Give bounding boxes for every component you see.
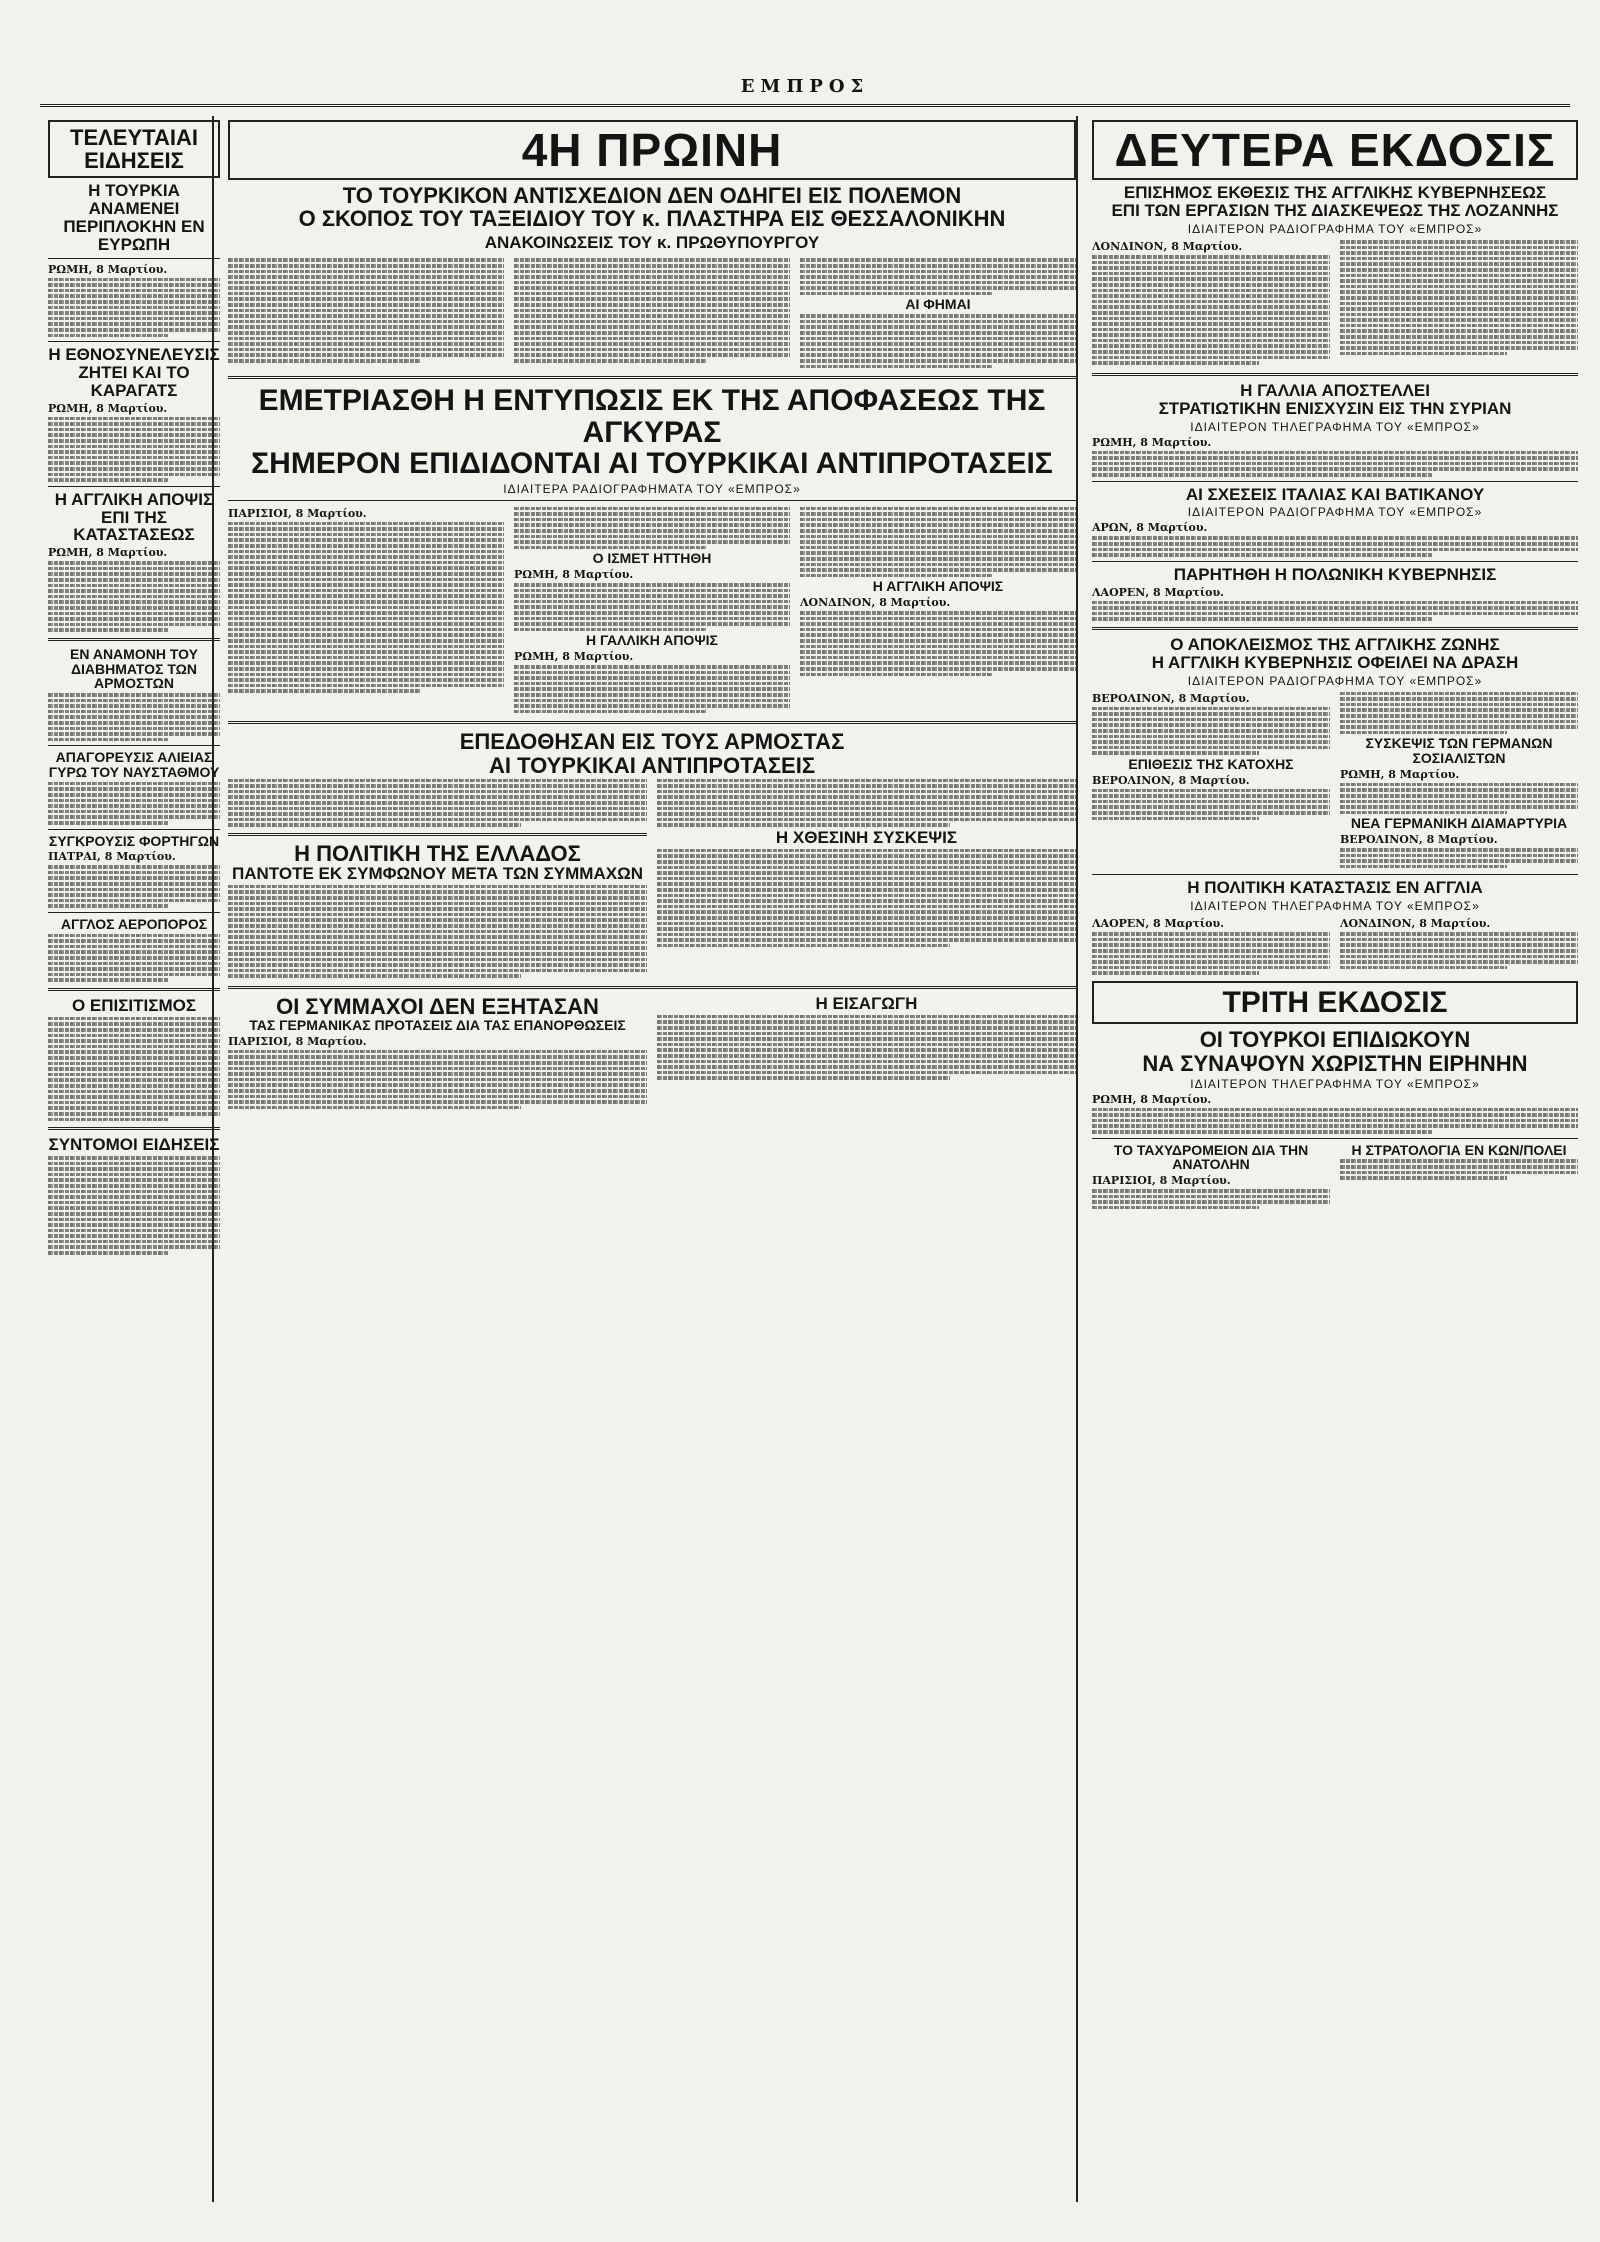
headline: ΑΓΓΛΟΣ ΑΕΡΟΠΟΡΟΣ [60, 915, 208, 932]
headline: ΣΥΣΚΕΨΙΣ ΤΩΝ ΓΕΡΜΑΝΩΝ ΣΟΣΙΑΛΙΣΤΩΝ [1365, 735, 1553, 767]
dateline: ΒΕΡΟΛΙΝΟΝ, 8 Μαρτίου. [1340, 833, 1498, 847]
body-text [657, 849, 1076, 948]
headline: Η ΧΘΕΣΙΝΗ ΣΥΣΚΕΨΙΣ [775, 827, 958, 847]
body-text [48, 417, 220, 482]
dateline: ΡΩΜΗ, 8 Μαρτίου. [48, 546, 168, 560]
column-latest-news [40, 116, 228, 2202]
headline: ΝΕΑ ΓΕΡΜΑΝΙΚΗ ΔΙΑΜΑΡΤΥΡΙΑ [1350, 815, 1568, 832]
body-text [800, 314, 1076, 368]
headline: ΝΑ ΣΥΝΑΨΟΥΝ ΧΩΡΙΣΤΗΝ ΕΙΡΗΝΗΝ [1142, 1050, 1528, 1076]
body-text [228, 1050, 647, 1110]
body-text [228, 779, 647, 827]
headline: Η ΑΓΓΛΙΚΗ ΑΠΟΨΙΣ ΕΠΙ ΤΗΣ ΚΑΤΑΣΤΑΣΕΩΣ [54, 489, 214, 545]
headline: Η ΣΤΡΑΤΟΛΟΓΙΑ ΕΝ ΚΩΝ/ΠΟΛΕΙ [1351, 1141, 1567, 1158]
body-text [48, 1156, 220, 1255]
dateline: ΡΩΜΗ, 8 Μαρτίου. [514, 650, 634, 664]
headline: ΣΤΡΑΤΙΩΤΙΚΗΝ ΕΝΙΣΧΥΣΙΝ ΕΙΣ ΤΗΝ ΣΥΡΙΑΝ [1158, 398, 1512, 418]
body-text [228, 885, 647, 978]
dateline: ΛΟΝΔΙΝΟΝ, 8 Μαρτίου. [800, 596, 951, 610]
dateline: ΛΑΟΡΕΝ, 8 Μαρτίου. [1092, 585, 1224, 599]
section-heading: 4Η ΠΡΩΙΝΗ [521, 124, 783, 176]
headline: Η ΤΟΥΡΚΙΑ ΑΝΑΜΕΝΕΙ ΠΕΡΙΠΛΟΚΗΝ ΕΝ ΕΥΡΩΠΗ [63, 181, 205, 254]
body-text [1092, 255, 1330, 365]
headline: ΕΠΕΔΟΘΗΣΑΝ ΕΙΣ ΤΟΥΣ ΑΡΜΟΣΤΑΣ [459, 729, 845, 755]
subheading: ΙΔΙΑΙΤΕΡΟΝ ΡΑΔΙΟΓΡΑΦΗΜΑ ΤΟΥ «ΕΜΠΡΟΣ» [1187, 221, 1483, 236]
headline: Η ΠΟΛΙΤΙΚΗ ΚΑΤΑΣΤΑΣΙΣ ΕΝ ΑΓΓΛΙΑ [1187, 878, 1483, 898]
dateline: ΡΩΜΗ, 8 Μαρτίου. [1092, 435, 1212, 449]
headline: ΕΝ ΑΝΑΜΟΝΗ ΤΟΥ ΔΙΑΒΗΜΑΤΟΣ ΤΩΝ ΑΡΜΟΣΤΩΝ [70, 646, 198, 692]
dateline: ΛΟΝΔΙΝΟΝ, 8 Μαρτίου. [1340, 917, 1491, 931]
headline: ΕΠΙΘΕΣΙΣ ΤΗΣ ΚΑΤΟΧΗΣ [1128, 755, 1294, 772]
body-text [1340, 240, 1578, 355]
subheading: ΙΔΙΑΙΤΕΡΟΝ ΤΗΛΕΓΡΑΦΗΜΑ ΤΟΥ «ΕΜΠΡΟΣ» [1190, 1076, 1480, 1091]
headline: Η ΑΓΓΛΙΚΗ ΚΥΒΕΡΝΗΣΙΣ ΟΦΕΙΛΕΙ ΝΑ ΔΡΑΣΗ [1151, 652, 1519, 672]
body-text [48, 278, 220, 338]
headline: Η ΓΑΛΛΙΑ ΑΠΟΣΤΕΛΛΕΙ [1240, 380, 1430, 400]
dateline: ΠΑΡΙΣΙΟΙ, 8 Μαρτίου. [228, 506, 367, 520]
body-text [1340, 692, 1578, 735]
body-text [228, 258, 504, 362]
headline: Ο ΙΣΜΕΤ ΗΤΤΗΘΗ [592, 550, 712, 567]
headline: Η ΓΑΛΛΙΚΗ ΑΠΟΨΙΣ [586, 632, 718, 649]
dateline: ΡΩΜΗ, 8 Μαρτίου. [48, 401, 168, 415]
headline: ΟΙ ΣΥΜΜΑΧΟΙ ΔΕΝ ΕΞΗΤΑΣΑΝ [276, 993, 599, 1019]
dateline: ΠΑΡΙΣΙΟΙ, 8 Μαρτίου. [1092, 1174, 1231, 1188]
body-text [1092, 1108, 1578, 1134]
headline: ΣΥΓΚΡΟΥΣΙΣ ΦΟΡΤΗΓΩΝ [48, 832, 220, 849]
headline: ΑΙ ΤΟΥΡΚΙΚΑΙ ΑΝΤΙΠΡΟΤΑΣΕΙΣ [488, 752, 816, 778]
subheading: ΙΔΙΑΙΤΕΡΟΝ ΤΗΛΕΓΡΑΦΗΜΑ ΤΟΥ «ΕΜΠΡΟΣ» [1190, 419, 1480, 434]
body-text [514, 507, 790, 550]
body-text [1092, 451, 1578, 477]
body-text [1092, 707, 1330, 755]
headline: ΤΑΣ ΓΕΡΜΑΝΙΚΑΣ ΠΡΟΤΑΣΕΙΣ ΔΙΑ ΤΑΣ ΕΠΑΝΟΡΘΩΣΕΙΣ [249, 1017, 626, 1034]
subheading: ΙΔΙΑΙΤΕΡΟΝ ΡΑΔΙΟΓΡΑΦΗΜΑ ΤΟΥ «ΕΜΠΡΟΣ» [1187, 505, 1483, 520]
subheading: ΙΔΙΑΙΤΕΡΟΝ ΡΑΔΙΟΓΡΑΦΗΜΑ ΤΟΥ «ΕΜΠΡΟΣ» [1187, 673, 1483, 688]
headline: ΑΠΑΓΟΡΕΥΣΙΣ ΑΛΙΕΙΑΣ ΓΥΡΩ ΤΟΥ ΝΑΥΣΤΑΘΜΟΥ [48, 749, 220, 781]
section-heading: ΔΕΥΤΕΡΑ ΕΚΔΟΣΙΣ [1114, 124, 1556, 176]
body-text [228, 522, 504, 693]
body-text [1092, 932, 1330, 975]
section-heading: ΤΕΛΕΥΤΑΙΑΙ ΕΙΔΗΣΕΙΣ [70, 125, 198, 174]
body-text [1340, 932, 1578, 969]
dateline: ΠΑΤΡΑΙ, 8 Μαρτίου. [48, 850, 176, 864]
headline: Η ΕΘΝΟΣΥΝΕΛΕΥΣΙΣ ΖΗΤΕΙ ΚΑΙ ΤΟ ΚΑΡΑΓΑΤΣ [48, 345, 220, 400]
section-heading: ΤΡΙΤΗ ΕΚΔΟΣΙΣ [1222, 985, 1448, 1019]
dateline: ΛΑΟΡΕΝ, 8 Μαρτίου. [1092, 917, 1224, 931]
body-text [48, 934, 220, 982]
dateline: ΒΕΡΟΛΙΝΟΝ, 8 Μαρτίου. [1092, 773, 1250, 787]
body-text [1092, 601, 1578, 621]
headline: ΕΠΙΣΗΜΟΣ ΕΚΘΕΣΙΣ ΤΗΣ ΑΓΓΛΙΚΗΣ ΚΥΒΕΡΝΗΣΕΩΣ [1123, 183, 1547, 203]
headline: Η ΕΙΣΑΓΩΓΗ [815, 993, 918, 1013]
column-front-page [220, 116, 1084, 2202]
subheading: ΙΔΙΑΙΤΕΡΑ ΡΑΔΙΟΓΡΑΦΗΜΑΤΑ ΤΟΥ «ΕΜΠΡΟΣ» [503, 481, 801, 496]
headline: ΣΗΜΕΡΟΝ ΕΠΙΔΙΔΟΝΤΑΙ ΑΙ ΤΟΥΡΚΙΚΑΙ ΑΝΤΙΠΡΟΤΑΣΕΙΣ [251, 447, 1053, 481]
dateline: ΡΩΜΗ, 8 Μαρτίου. [1092, 1092, 1212, 1106]
body-text [1340, 783, 1578, 815]
headline: ΤΟ ΤΟΥΡΚΙΚΟΝ ΑΝΤΙΣΧΕΔΙΟΝ ΔΕΝ ΟΔΗΓΕΙ ΕΙΣ ΠΟΛΕΜΟΝ [342, 183, 962, 209]
body-text [657, 1015, 1076, 1080]
headline: ΤΟ ΤΑΧΥΔΡΟΜΕΙΟΝ ΔΙΑ ΤΗΝ ΑΝΑΤΟΛΗΝ [1113, 1141, 1309, 1173]
dateline: ΡΩΜΗ, 8 Μαρτίου. [514, 568, 634, 582]
body-text [657, 779, 1076, 827]
body-text [514, 258, 790, 362]
headline: Ο ΕΠΙΣΙΤΙΣΜΟΣ [71, 996, 197, 1015]
body-text [1340, 1159, 1578, 1179]
headline: ΠΑΝΤΟΤΕ ΕΚ ΣΥΜΦΩΝΟΥ ΜΕΤΑ ΤΩΝ ΣΥΜΜΑΧΩΝ [231, 864, 643, 884]
subheading: ΙΔΙΑΙΤΕΡΟΝ ΤΗΛΕΓΡΑΦΗΜΑ ΤΟΥ «ΕΜΠΡΟΣ» [1190, 899, 1480, 914]
column-second-edition [1084, 116, 1586, 2202]
dateline: ΒΕΡΟΛΙΝΟΝ, 8 Μαρτίου. [1092, 691, 1250, 705]
body-text [1092, 789, 1330, 821]
body-text [1340, 848, 1578, 868]
body-text [800, 611, 1076, 676]
headline: ΑΙ ΣΧΕΣΕΙΣ ΙΤΑΛΙΑΣ ΚΑΙ ΒΑΤΙΚΑΝΟΥ [1185, 484, 1485, 504]
headline: Ο ΣΚΟΠΟΣ ΤΟΥ ΤΑΞΕΙΔΙΟΥ ΤΟΥ κ. ΠΛΑΣΤΗΡΑ ΕΙΣ ΘΕΣΣΑΛΟΝΙΚΗΝ [298, 206, 1006, 232]
headline: ΕΜΕΤΡΙΑΣΘΗ Η ΕΝΤΥΠΩΣΙΣ ΕΚ ΤΗΣ ΑΠΟΦΑΣΕΩΣ ΤΗΣ ΑΓΚΥΡΑΣ [258, 384, 1046, 449]
masthead-title: ΕΜΠΡΟΣ [740, 76, 870, 97]
headline: Η ΑΓΓΛΙΚΗ ΑΠΟΨΙΣ [872, 578, 1004, 595]
dateline: ΑΡΩΝ, 8 Μαρτίου. [1092, 521, 1208, 535]
body-text [1092, 1189, 1330, 1209]
headline: Η ΠΟΛΙΤΙΚΗ ΤΗΣ ΕΛΛΑΔΟΣ [294, 840, 581, 866]
dateline: ΠΑΡΙΣΙΟΙ, 8 Μαρτίου. [228, 1034, 367, 1048]
headline: Ο ΑΠΟΚΛΕΙΣΜΟΣ ΤΗΣ ΑΓΓΛΙΚΗΣ ΖΩΝΗΣ [1170, 634, 1500, 654]
dateline: ΛΟΝΔΙΝΟΝ, 8 Μαρτίου. [1092, 239, 1243, 253]
headline: ΟΙ ΤΟΥΡΚΟΙ ΕΠΙΔΙΩΚΟΥΝ [1199, 1027, 1471, 1053]
headline: ΕΠΙ ΤΩΝ ΕΡΓΑΣΙΩΝ ΤΗΣ ΔΙΑΣΚΕΨΕΩΣ ΤΗΣ ΛΟΖΑΝΝΗΣ [1111, 201, 1559, 221]
body-text [48, 1017, 220, 1121]
body-text [514, 665, 790, 713]
dateline: ΡΩΜΗ, 8 Μαρτίου. [48, 262, 168, 276]
headline: ΠΑΡΗΤΗΘΗ Η ΠΟΛΩΝΙΚΗ ΚΥΒΕΡΝΗΣΙΣ [1173, 564, 1497, 584]
body-text [48, 865, 220, 908]
headline: ΣΥΝΤΟΜΟΙ ΕΙΔΗΣΕΙΣ [48, 1135, 220, 1155]
dateline: ΡΩΜΗ, 8 Μαρτίου. [1340, 767, 1460, 781]
headline: ΑΝΑΚΟΙΝΩΣΕΙΣ ΤΟΥ κ. ΠΡΩΘΥΠΟΥΡΓΟΥ [484, 233, 820, 253]
body-text [48, 693, 220, 741]
headline: ΑΙ ΦΗΜΑΙ [905, 296, 971, 313]
body-text [1092, 536, 1578, 556]
body-text [48, 561, 220, 632]
body-text [48, 782, 220, 825]
body-text [800, 258, 1076, 295]
body-text [800, 507, 1076, 578]
masthead [40, 70, 1570, 107]
body-text [514, 583, 790, 631]
